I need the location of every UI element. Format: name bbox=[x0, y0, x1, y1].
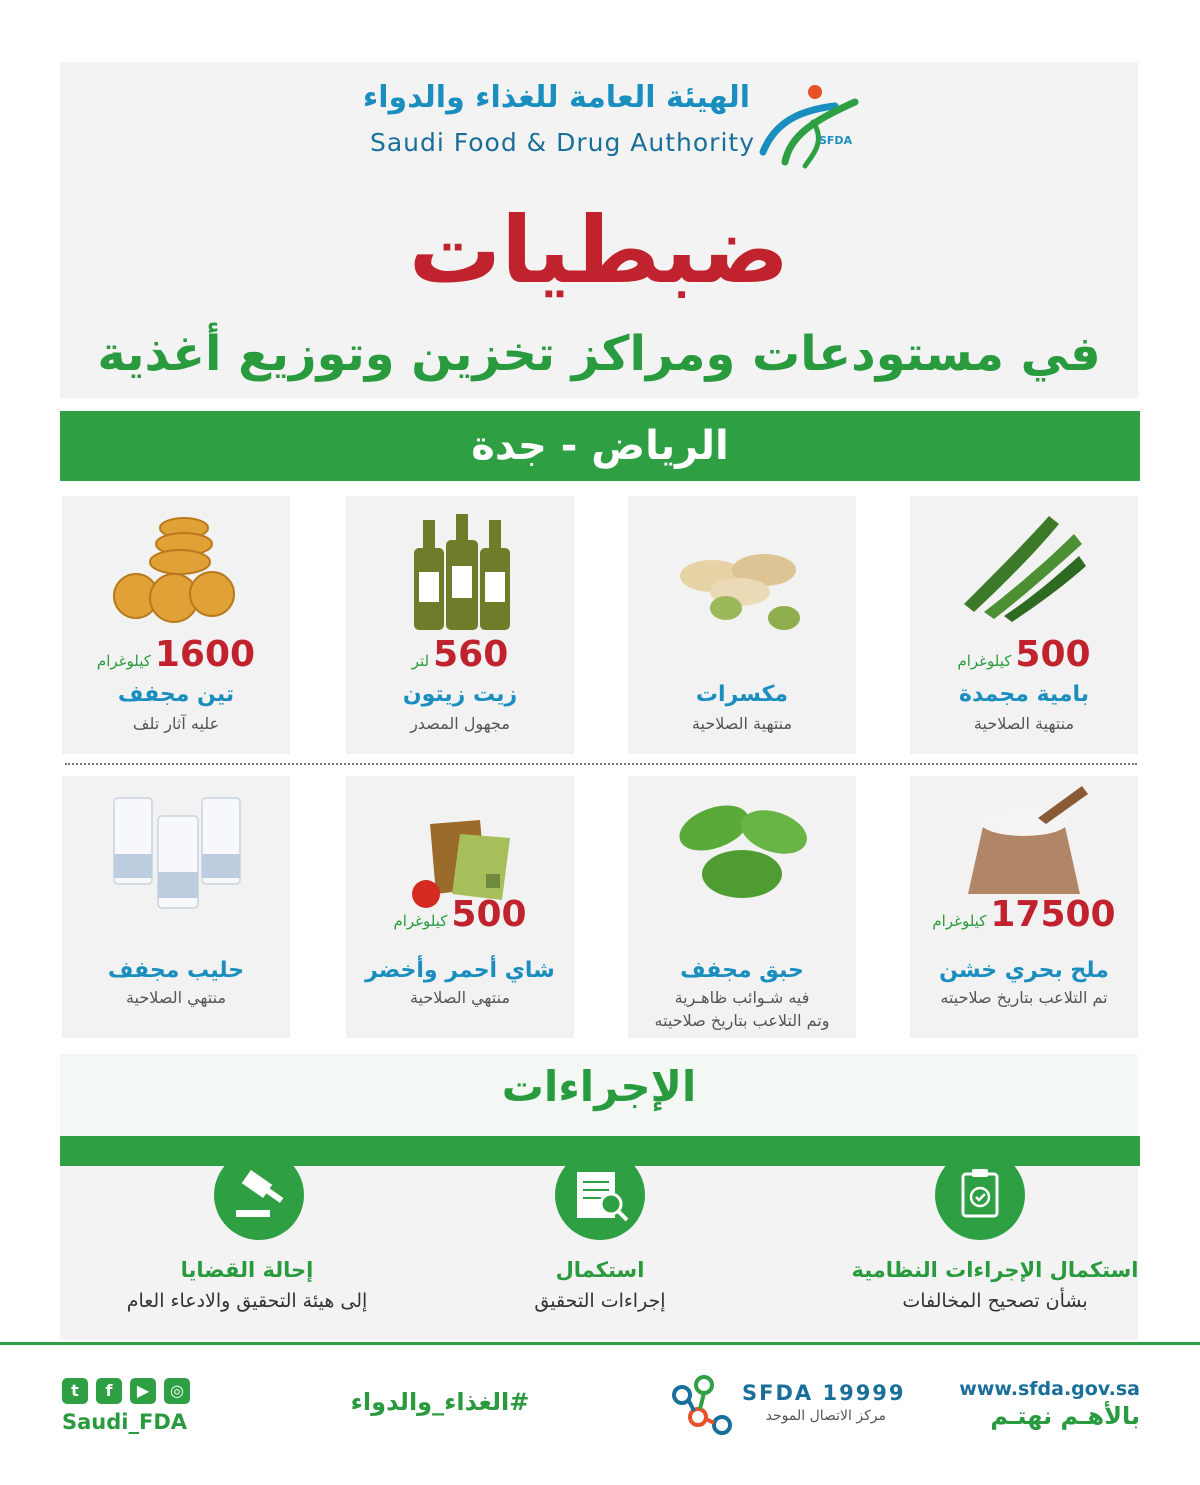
product-name: ملح بحري خشن bbox=[939, 958, 1109, 983]
logo-badge-text: SFDA bbox=[819, 134, 853, 147]
procedure-title: استكمال الإجراءات النظامية bbox=[851, 1258, 1139, 1282]
page-title: ضبطيات bbox=[408, 197, 790, 304]
social-icons bbox=[62, 1378, 192, 1408]
product-card bbox=[346, 496, 574, 754]
olive-oil-icon bbox=[390, 514, 530, 632]
product-note: منتهية الصلاحية bbox=[691, 714, 793, 733]
footer-divider bbox=[0, 1342, 1200, 1345]
product-note: منتهي الصلاحية bbox=[409, 988, 511, 1007]
brand-name-arabic: الهيئة العامة للغذاء والدواء bbox=[362, 80, 750, 115]
product-note: فيه شـوائب ظاهـرية وتم التلاعب بتاريخ صلاحيته bbox=[654, 988, 830, 1030]
website-link[interactable]: www.sfda.gov.sa bbox=[959, 1378, 1140, 1400]
milk-can-icon bbox=[106, 794, 246, 912]
procedure-desc: إلى هيئة التحقيق والادعاء العام bbox=[126, 1290, 368, 1312]
procedures-heading: الإجراءات bbox=[501, 1062, 697, 1111]
product-name: زيت زيتون bbox=[402, 682, 518, 707]
product-note: عليه آثار تلف bbox=[132, 714, 220, 733]
product-name: حبق مجفف bbox=[680, 958, 804, 983]
product-card bbox=[62, 496, 290, 754]
call-center-icon bbox=[668, 1373, 738, 1439]
product-note: مجهول المصدر bbox=[410, 714, 510, 733]
gavel-icon bbox=[214, 1150, 304, 1240]
basil-leaves-icon bbox=[672, 794, 812, 912]
okra-icon bbox=[954, 504, 1094, 622]
product-note: منتهي الصلاحية bbox=[125, 988, 227, 1007]
salt-sack-icon bbox=[954, 782, 1094, 900]
product-quantity: 500كيلوغرام bbox=[393, 894, 527, 935]
call-center-number: SFDA 19999 bbox=[742, 1381, 906, 1405]
product-name: تين مجفف bbox=[117, 682, 235, 707]
product-name: مكسرات bbox=[695, 682, 789, 707]
product-card bbox=[628, 776, 856, 1038]
product-card bbox=[910, 776, 1138, 1038]
procedure-desc: إجراءات التحقيق bbox=[534, 1290, 666, 1312]
pistachio-icon bbox=[672, 526, 812, 644]
product-card bbox=[910, 496, 1138, 754]
product-name: حليب مجفف bbox=[107, 958, 245, 983]
product-card bbox=[62, 776, 290, 1038]
product-quantity: 500كيلوغرام bbox=[957, 634, 1091, 675]
sfda-logo-icon bbox=[755, 82, 865, 170]
city-banner-label: الرياض - جدة bbox=[471, 423, 729, 469]
product-name: بامية مجمدة bbox=[958, 682, 1090, 707]
brand-name-english: Saudi Food & Drug Authority bbox=[369, 128, 755, 157]
facebook-icon[interactable]: f bbox=[96, 1378, 122, 1404]
youtube-icon[interactable]: ▶ bbox=[130, 1378, 156, 1404]
document-search-icon bbox=[555, 1150, 645, 1240]
product-quantity: 1600كيلوغرام bbox=[96, 634, 256, 675]
product-name: شاي أحمر وأخضر bbox=[365, 958, 555, 983]
hashtag: #الغذاء_والدواء bbox=[350, 1388, 530, 1416]
call-center-label: مركز الاتصال الموحد bbox=[765, 1408, 886, 1424]
product-card bbox=[346, 776, 574, 1038]
procedure-desc: بشأن تصحيح المخالفات bbox=[902, 1290, 1088, 1312]
social-handle[interactable]: Saudi_FDA bbox=[62, 1410, 188, 1434]
product-quantity: 560لتر bbox=[411, 634, 509, 675]
row-divider bbox=[65, 763, 1137, 765]
procedure-title: استكمال bbox=[555, 1258, 645, 1282]
instagram-icon[interactable]: ◎ bbox=[164, 1378, 190, 1404]
clipboard-check-icon bbox=[935, 1150, 1025, 1240]
procedure-title: إحالة القضايا bbox=[180, 1258, 314, 1282]
dried-fig-icon bbox=[106, 514, 246, 632]
product-card bbox=[628, 496, 856, 754]
product-quantity: 17500كيلوغرام bbox=[932, 894, 1116, 935]
twitter-icon[interactable]: t bbox=[62, 1378, 88, 1404]
slogan: بالأهـم نهتـم bbox=[990, 1402, 1140, 1430]
page-subtitle: في مستودعات ومراكز تخزين وتوزيع أغذية bbox=[97, 326, 1101, 382]
product-note: منتهية الصلاحية bbox=[973, 714, 1075, 733]
product-note: تم التلاعب بتاريخ صلاحيته bbox=[940, 988, 1108, 1007]
